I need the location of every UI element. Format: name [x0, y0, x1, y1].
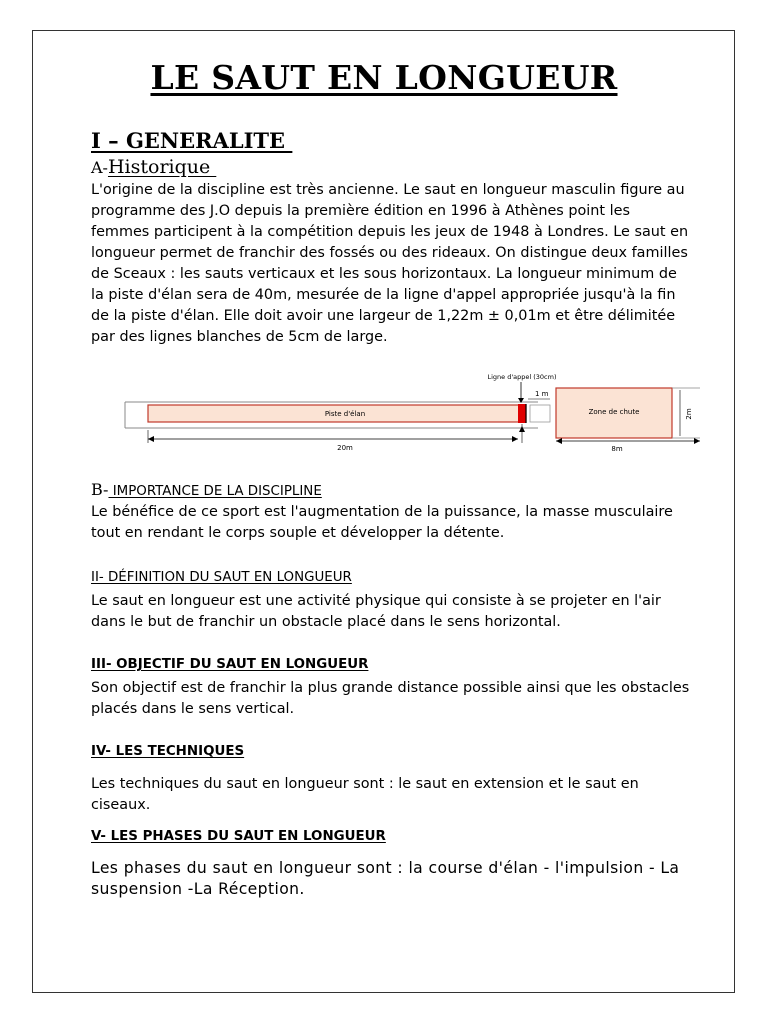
landing-pit-label: Zone de chute — [588, 408, 640, 416]
runway-length-arrow-left — [148, 436, 154, 442]
pit-length-arrow-right — [694, 438, 700, 444]
section-4-heading: IV- LES TECHNIQUES — [91, 744, 245, 759]
section-b-paragraph: Le bénéfice de ce sport est l'augmentation de la puissance, la masse musculaire tout en rendant le corps souple et développer la détente. — [91, 504, 673, 541]
gap-zone — [530, 405, 550, 422]
historique-paragraph: L'origine de la discipline est très ancienne. Le saut en longueur masculin figure au programme des J.O depuis la première édition en 1996 à Athènes point les femmes participent à la compétition depuis les jeux de 1948 à Londres. Le saut en longueur permet de franchir des fossés ou des rideaux. On distingue deux familles de Sceaux : les sauts verticaux et les sous horizontaux. La longueur minimum de la piste d'élan sera de 40m, mesurée de la ligne d'appel appropriée jusqu'à la fin de la piste d'élan. Elle doit avoir une largeur de 1,22m ± 0,01m et être délimitée par des lignes blanches de 5cm de large. — [91, 182, 689, 345]
section-5-paragraph: Les phases du saut en longueur sont : la course d'élan - l'impulsion - La suspension -La Réception. — [91, 859, 680, 898]
runway-label: Piste d'élan — [324, 410, 366, 418]
section-5-heading: V- LES PHASES DU SAUT EN LONGUEUR — [91, 829, 386, 844]
section-2-paragraph: Le saut en longueur est une activité physique qui consiste à se projeter en l'air dans le but de franchir un obstacle placé dans le sens horizontal. — [91, 593, 661, 630]
section-b-letter: B- — [91, 480, 109, 499]
subsection-a-title: Historique — [107, 156, 217, 178]
runway-length-label: 20m — [337, 444, 353, 452]
section-4-paragraph: Les techniques du saut en longueur sont : le saut en extension et le saut en ciseaux. — [91, 776, 639, 813]
pit-length-arrow-left — [556, 438, 562, 444]
board-up-arrow — [519, 426, 525, 432]
subsection-a-letter: A- — [91, 158, 108, 177]
section-b-heading — [91, 480, 322, 499]
takeoff-board — [518, 404, 526, 423]
section-2-heading: II- DÉFINITION DU SAUT EN LONGUEUR — [91, 570, 352, 585]
page-title: LE SAUT EN LONGUEUR — [150, 58, 618, 97]
section-3-paragraph: Son objectif est de franchir la plus grande distance possible ainsi que les obstacles placés dans le sens vertical. — [91, 680, 690, 717]
section-b-title: IMPORTANCE DE LA DISCIPLINE — [108, 484, 322, 499]
one-m-label: 1 m — [535, 390, 549, 398]
subsection-a-heading — [91, 156, 216, 178]
pit-width-label: 2m — [685, 408, 693, 420]
section-3-heading: III- OBJECTIF DU SAUT EN LONGUEUR — [91, 657, 369, 672]
takeoff-line-label: Ligne d'appel (30cm) — [487, 373, 557, 381]
long-jump-diagram — [120, 368, 705, 456]
section-1-heading: I – GENERALITE — [91, 128, 293, 153]
pit-length-label: 8m — [611, 445, 623, 453]
runway-length-arrow-right — [512, 436, 518, 442]
